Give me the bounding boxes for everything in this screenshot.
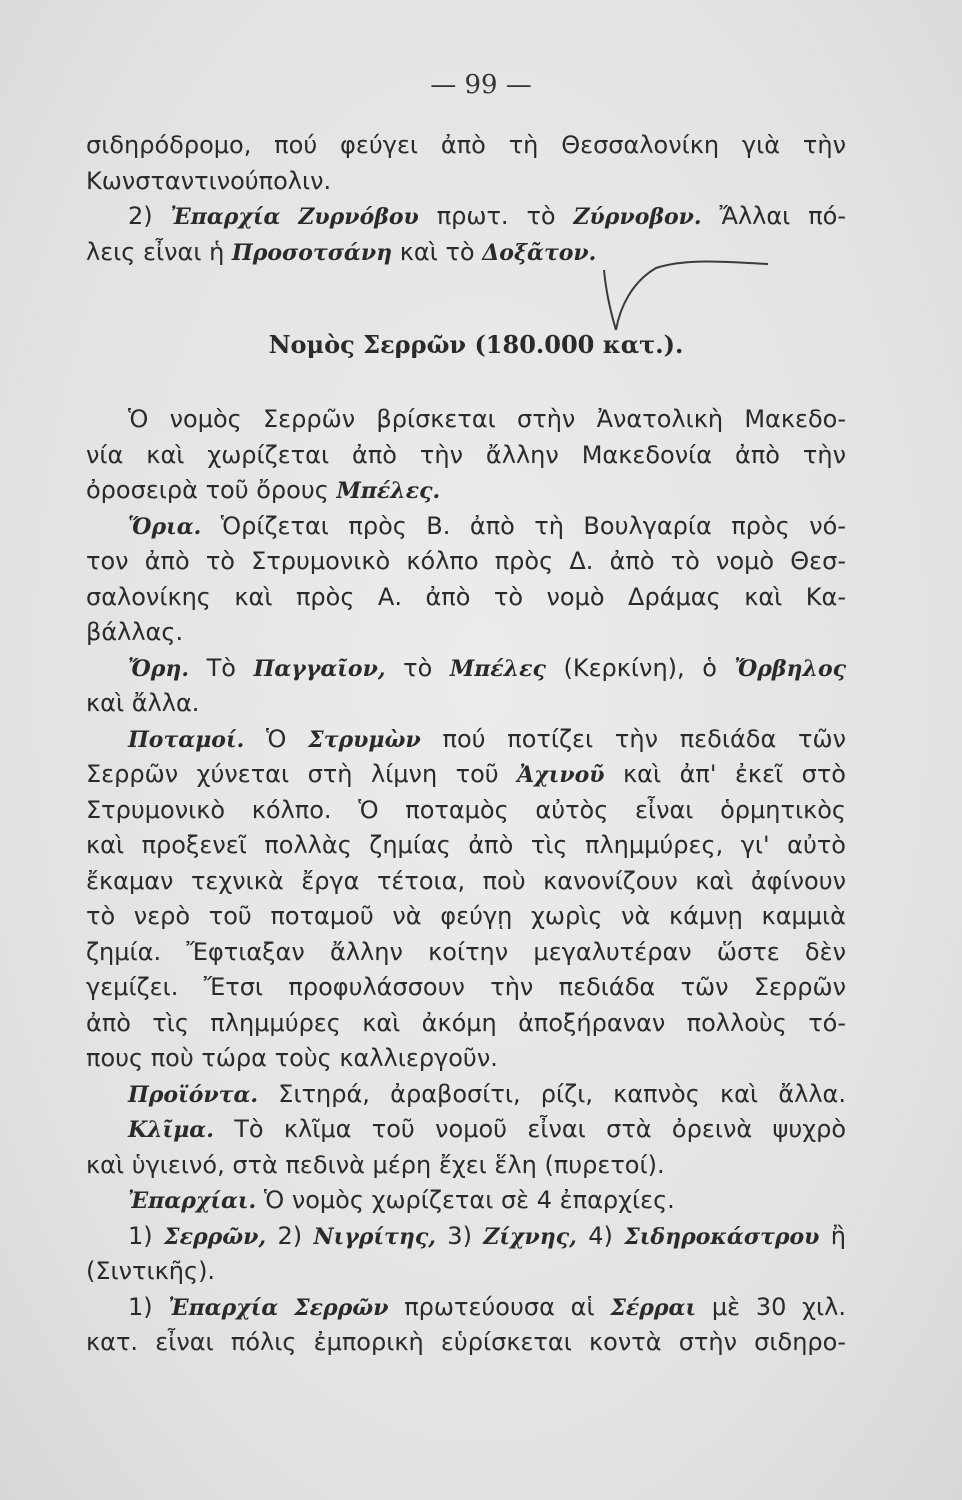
text-run: Σιτηρά, ἀραβοσίτι, ρίζι, καπνὸς καὶ ἄλλα. xyxy=(258,1079,846,1108)
text-line xyxy=(86,1112,846,1148)
text-run: Ὁ νομὸς Σερρῶν βρίσκεται στὴν Ἀνατολικὴ Μακεδο- xyxy=(128,405,846,433)
text-line xyxy=(86,544,846,580)
text-line xyxy=(86,128,846,164)
text-run: καὶ ἀπ' ἐκεῖ στὸ xyxy=(604,760,846,788)
text-line xyxy=(86,1006,846,1042)
text-line xyxy=(86,580,846,616)
text-run: Ἄλλαι πό- xyxy=(701,202,846,230)
text-run: κατ. εἶναι πόλις ἐμπορικὴ εὑρίσκεται κοντὰ στὴν σιδηρο- xyxy=(86,1328,846,1356)
text-line xyxy=(86,235,846,271)
text-run: 2) xyxy=(128,202,171,230)
text-run: βάλλας. xyxy=(86,618,184,646)
emphasis-text: Ζύρνοβον. xyxy=(573,204,702,230)
text-run: Σερρῶν χύνεται στὴ λίμνη τοῦ xyxy=(86,760,518,788)
emphasis-text: Νιγρίτης, xyxy=(313,1223,436,1250)
text-run: 2) xyxy=(266,1221,314,1250)
emphasis-text: Ποταμοί. xyxy=(128,726,245,753)
text-line xyxy=(86,1325,846,1361)
text-line xyxy=(86,615,846,651)
emphasis-text: Ὅρια. xyxy=(128,513,202,540)
text-run: 1) xyxy=(128,1292,169,1321)
text-block-main xyxy=(86,402,846,1361)
emphasis-text: Παγγαῖον, xyxy=(253,655,386,682)
emphasis-text: Στρυμὼν xyxy=(308,726,421,753)
text-run: μὲ 30 χιλ. xyxy=(696,1292,846,1321)
text-line xyxy=(86,1290,846,1326)
text-run: ἀπὸ τὶς πλημμύρες καὶ ἀκόμη ἀποξήραναν πολλοὺς τό- xyxy=(86,1008,846,1037)
text-run: καὶ προξενεῖ πολλὰς ζημίας ἀπὸ τὶς πλημμύρες, γι' αὐτὸ xyxy=(86,831,846,859)
text-run: τον ἀπὸ τὸ Στρυμονικὸ κόλπο πρὸς Δ. ἀπὸ τὸ νομὸ Θεσ- xyxy=(86,547,846,575)
text-line xyxy=(86,864,846,900)
text-line xyxy=(86,686,846,722)
text-run: σιδηρόδρομο, πού φεύγει ἀπὸ τὴ Θεσσαλονίκη γιὰ τὴν xyxy=(86,131,846,159)
text-line xyxy=(86,899,846,935)
emphasis-text: Κλῖμα. xyxy=(128,1117,214,1143)
text-line xyxy=(86,1183,846,1219)
text-run: 1) xyxy=(128,1221,165,1250)
text-run: πρωτεύουσα αἱ xyxy=(388,1292,611,1321)
text-line xyxy=(86,402,846,438)
emphasis-text: Σερρῶν, xyxy=(164,1223,267,1250)
emphasis-text: Ὄρη. xyxy=(128,655,190,682)
page-number: — 99 — xyxy=(430,70,532,100)
text-run: ζημία. Ἔφτιαξαν ἄλλην κοίτην μεγαλυτέραν ὥστε δὲν xyxy=(86,937,846,966)
text-block-top xyxy=(86,128,846,270)
emphasis-text: Μπέλες xyxy=(449,655,546,682)
text-run: Ὁ xyxy=(244,724,309,753)
text-run: πού ποτίζει τὴν πεδιάδα τῶν xyxy=(420,724,846,753)
text-run: (Σιντικῆς). xyxy=(86,1257,216,1285)
text-run: 4) xyxy=(576,1221,625,1250)
text-line xyxy=(86,1041,846,1077)
text-run: πους ποὺ τώρα τοὺς καλλιεργοῦν. xyxy=(86,1044,498,1072)
text-run: Τὸ xyxy=(189,653,254,682)
text-line xyxy=(86,1077,846,1113)
emphasis-text: Ἐπαρχία Ζυρνόβου xyxy=(170,204,419,230)
text-line xyxy=(86,935,846,971)
text-line xyxy=(86,757,846,793)
emphasis-text: Δοξᾶτον. xyxy=(482,239,597,266)
text-run: Στρυμονικὸ κόλπο. Ὁ ποταμὸς αὐτὸς εἶναι ὁρμητικὸς xyxy=(86,795,846,824)
emphasis-text: Μπέλες. xyxy=(336,478,441,504)
text-run: γεμίζει. Ἔτσι προφυλάσσουν τὴν πεδιάδα τῶν Σερρῶν xyxy=(86,973,846,1001)
text-run: τὸ νερὸ τοῦ ποταμοῦ νὰ φεύγῃ χωρὶς νὰ κάμνῃ καμμιὰ xyxy=(86,902,846,930)
emphasis-text: Προϊόντα. xyxy=(128,1081,259,1108)
text-run: νία καὶ χωρίζεται ἀπὸ τὴν ἄλλην Μακεδονία ἀπὸ τὴν xyxy=(86,440,846,469)
text-run: σαλονίκης καὶ πρὸς Α. ἀπὸ τὸ νομὸ Δράμας καὶ Κα- xyxy=(86,582,846,611)
text-run: καὶ τὸ xyxy=(392,237,483,266)
text-line xyxy=(86,828,846,864)
text-line xyxy=(86,1148,846,1184)
text-run: Τὸ κλῖμα τοῦ νομοῦ εἶναι στὰ ὀρεινὰ ψυχρὸ xyxy=(213,1115,846,1143)
text-line xyxy=(86,970,846,1006)
text-line xyxy=(86,793,846,829)
text-run: (Κερκίνη), ὁ xyxy=(545,653,735,682)
text-line xyxy=(86,473,846,509)
section-heading: Νομὸς Σερρῶν (180.000 κατ.). xyxy=(268,330,684,359)
emphasis-text: Ἀχινοῦ xyxy=(517,762,605,788)
emphasis-text: Ζίχνης, xyxy=(483,1223,577,1250)
text-run: λεις εἶναι ἡ xyxy=(86,237,232,266)
emphasis-text: Προσοτσάνη xyxy=(231,239,393,266)
emphasis-text: Ἐπαρχίαι. xyxy=(128,1188,257,1214)
text-run: καὶ ἄλλα. xyxy=(86,689,200,717)
text-run: ἔκαμαν τεχνικὰ ἔργα τέτοια, ποὺ κανονίζουν καὶ ἀφίνουν xyxy=(86,866,846,895)
text-line xyxy=(86,651,846,687)
text-line xyxy=(86,199,846,235)
text-run: καὶ ὑγιεινό, στὰ πεδινὰ μέρη ἔχει ἕλη (πυρετοί). xyxy=(86,1150,665,1179)
emphasis-text: Σέρραι xyxy=(610,1294,697,1321)
emphasis-text: Ἐπαρχία Σερρῶν xyxy=(168,1294,389,1321)
text-line xyxy=(86,164,846,200)
text-line xyxy=(86,438,846,474)
text-line xyxy=(86,509,846,545)
text-run: Ὁρίζεται πρὸς Β. ἀπὸ τὴ Βουλγαρία πρὸς νό- xyxy=(201,511,846,540)
emphasis-text: Ὄρβηλος xyxy=(734,655,847,682)
text-line xyxy=(86,1254,846,1290)
text-run: πρωτ. τὸ xyxy=(418,202,574,230)
text-run: Κωνσταντινούπολιν. xyxy=(86,166,332,195)
text-run: ὀροσειρὰ τοῦ ὄρους xyxy=(86,476,337,504)
text-run: τὸ xyxy=(385,653,450,682)
emphasis-text: Σιδηροκάστρου xyxy=(624,1223,820,1250)
text-run: 3) xyxy=(435,1221,484,1250)
text-run: Ὁ νομὸς χωρίζεται σὲ 4 ἐπαρχίες. xyxy=(256,1186,675,1214)
text-line xyxy=(86,1219,846,1255)
body-text xyxy=(86,128,846,1361)
text-run: ἢ xyxy=(819,1221,847,1250)
text-line xyxy=(86,722,846,758)
